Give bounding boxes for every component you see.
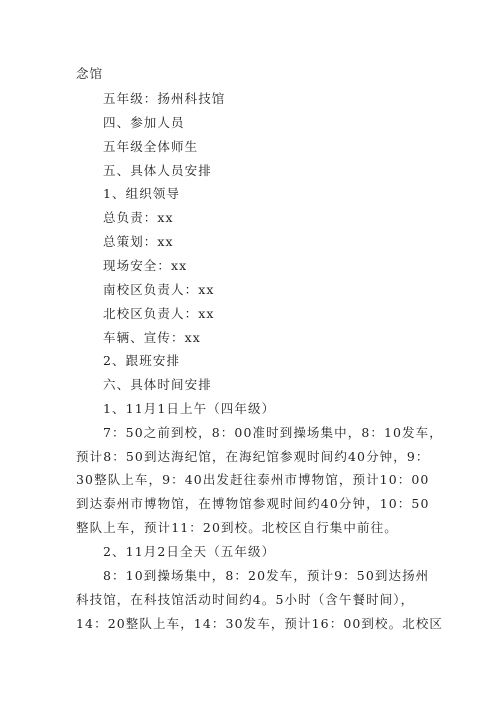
text-line: 五年级全体师生 xyxy=(103,139,199,154)
text-line: 北校区负责人：xx xyxy=(103,306,215,321)
paragraph-line: 科技馆，在科技馆活动时间约4。5小时（含午餐时间）， xyxy=(76,592,415,607)
text-line: 念馆 xyxy=(76,66,104,81)
paragraph-line: 30整队上车，9：40出发赶往泰州市博物馆，预计10：00 xyxy=(76,472,430,487)
paragraph-line: 到达泰州市博物馆，在博物馆参观时间约40分钟，10：50 xyxy=(76,496,430,511)
subsection-heading: 1、组织领导 xyxy=(103,186,181,201)
paragraph-line: 8：10到操场集中，8：20发车，预计9：50到达扬州 xyxy=(103,568,430,583)
paragraph-line: 7：50之前到校，8：00准时到操场集中，8：10发车， xyxy=(103,425,443,440)
section-heading: 四、参加人员 xyxy=(103,115,185,130)
section-heading: 五、具体人员安排 xyxy=(103,163,212,178)
paragraph-line: 预计8：50到达海纪馆，在海纪馆参观时间约40分钟，9： xyxy=(76,449,430,464)
text-line: 南校区负责人：xx xyxy=(103,282,215,297)
subsection-heading: 2、跟班安排 xyxy=(103,353,181,368)
subsection-heading: 2、11月2日全天（五年级） xyxy=(103,544,276,559)
text-line: 现场安全：xx xyxy=(103,258,188,273)
section-heading: 六、具体时间安排 xyxy=(103,377,212,392)
paragraph-line: 整队上车，预计11：20到校。北校区自行集中前往。 xyxy=(76,520,398,535)
paragraph-line: 14：20整队上车，14：30发车，预计16：00到校。北校区 xyxy=(76,616,444,631)
text-line: 总负责：xx xyxy=(103,210,174,225)
text-line: 总策划：xx xyxy=(103,234,174,249)
subsection-heading: 1、11月1日上午（四年级） xyxy=(103,401,276,416)
text-line: 五年级：扬州科技馆 xyxy=(103,91,226,106)
text-line: 车辆、宣传：xx xyxy=(103,330,201,345)
